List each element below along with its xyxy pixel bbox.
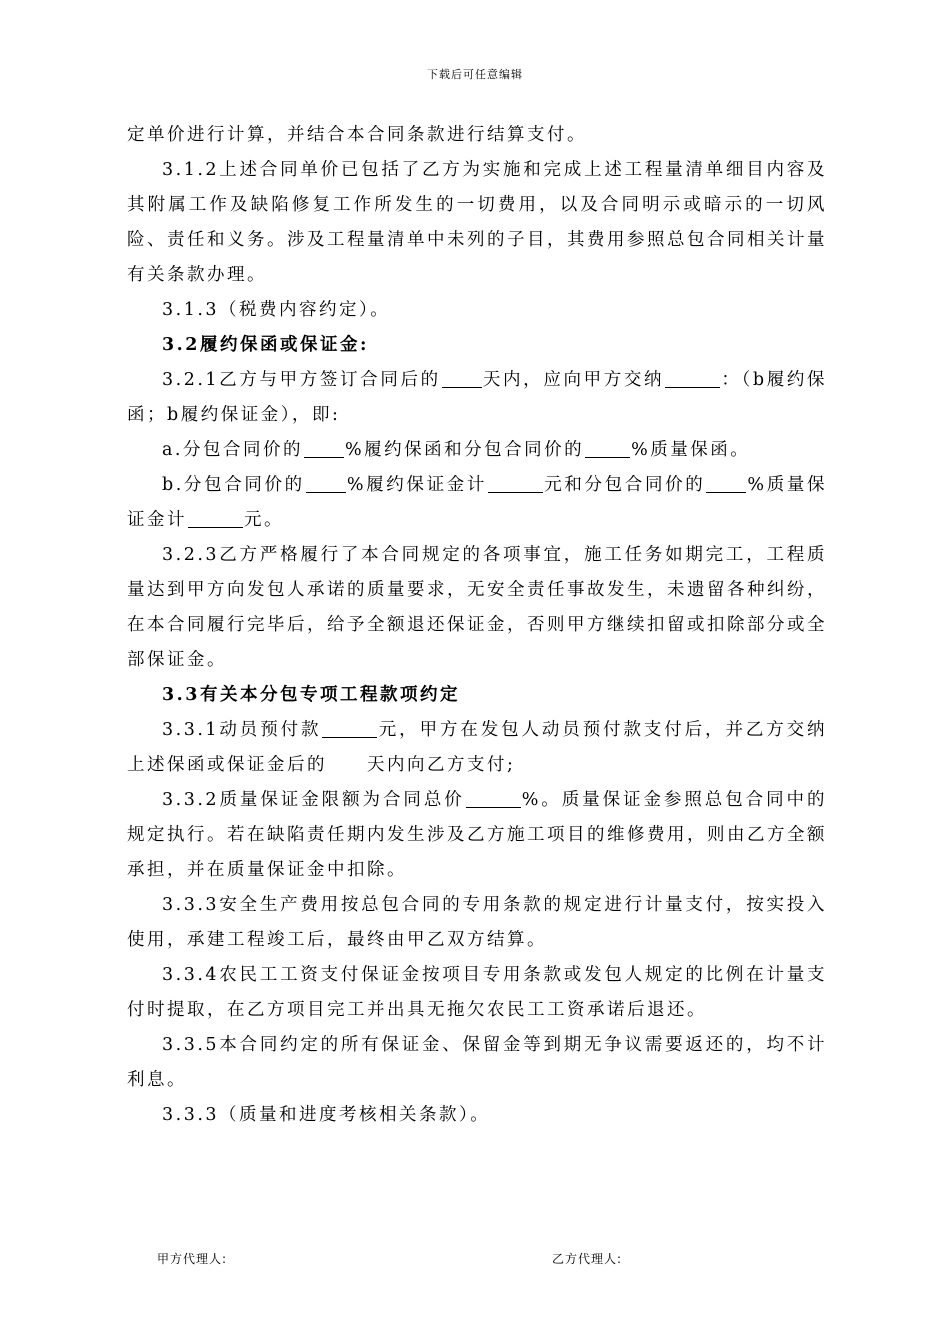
clause-text: a.分包合同价的	[162, 440, 303, 460]
blank-field	[304, 437, 344, 458]
clause-text: %履约保证金计	[346, 475, 488, 495]
blank-field	[585, 437, 630, 458]
party-b-agent-label: 乙方代理人:	[552, 1252, 623, 1266]
clause-3-3-2	[127, 783, 827, 888]
blank-field	[706, 472, 746, 493]
clause-text: 天内，应向甲方交纳	[482, 370, 665, 390]
clause-text: %质量保函。	[631, 440, 751, 460]
clause-text: 元和分包合同价的	[544, 475, 706, 495]
clause-3-2-3: 3.2.3乙方严格履行了本合同规定的各项事宜，施工任务如期完工，工程质量达到甲方向发包人承诺的质量要求，无安全责任事故发生，未遗留各种纠纷，在本合同履行完毕后，给予全额退还保证金，否则甲方继续扣留或扣除部分或全部保证金。	[127, 545, 827, 670]
clause-text: 3.3.1动员预付款	[162, 720, 322, 740]
clause-text: %履约保函和分包合同价的	[345, 440, 585, 460]
clause-3-3-1	[127, 713, 827, 783]
clause-3-2-1	[127, 363, 827, 433]
clause-3-1-3: 3.1.3（税费内容约定）。	[162, 300, 391, 320]
blank-field	[442, 367, 482, 388]
blank-field	[188, 507, 243, 528]
clause-option-a	[127, 433, 827, 468]
clause-3-3-3-assessment: 3.3.3（质量和进度考核相关条款）。	[162, 1105, 491, 1125]
clause-3-3-4: 3.3.4农民工工资支付保证金按项目专用条款或发包人规定的比例在计量支付时提取，在乙方项目完工并出具无拖欠农民工工资承诺后退还。	[127, 965, 827, 1020]
blank-field	[466, 787, 521, 808]
paragraph-unit-price: 定单价进行计算，并结合本合同条款进行结算支付。	[127, 125, 587, 145]
blank-field	[488, 472, 543, 493]
clause-3-3-3: 3.3.3安全生产费用按总包合同的专用条款的规定进行计量支付，按实投入使用，承建工程竣工后，最终由甲乙双方结算。	[127, 895, 827, 950]
blank-field	[665, 367, 720, 388]
contract-body	[127, 118, 827, 1133]
clause-text: b.分包合同价的	[162, 475, 305, 495]
clause-text: 3.2.1乙方与甲方签订合同后的	[162, 370, 441, 390]
blank-field	[322, 717, 377, 738]
blank-field	[306, 472, 346, 493]
clause-3-1-2: 3.1.2上述合同单价已包括了乙方为实施和完成上述工程量清单细目内容及其附属工作及缺陷修复工作所发生的一切费用，以及合同明示或暗示的一切风险、责任和义务。涉及工程量清单中未列的子目，其费用参照总包合同相关计量有关条款办理。	[127, 160, 827, 285]
section-heading-3-2: 3.2履约保函或保证金:	[162, 335, 369, 355]
clause-3-3-5: 3.3.5本合同约定的所有保证金、保留金等到期无争议需要返还的，均不计利息。	[127, 1035, 827, 1090]
clause-text: 元。	[244, 510, 284, 530]
party-a-agent-label: 甲方代理人:	[157, 1252, 228, 1266]
clause-text: 3.3.2质量保证金限额为合同总价	[162, 790, 465, 810]
clause-text: 天内向乙方支付;	[367, 755, 516, 775]
clause-text: %质量保证金计	[127, 475, 828, 530]
clause-text: 元，甲方在发包人动员预付款支付后，并乙方交纳上述保函或保证金后的	[127, 720, 828, 775]
section-heading-3-3: 3.3有关本分包专项工程款项约定	[162, 685, 460, 705]
clause-text: ：（b履约保函；b履约保证金），即:	[127, 370, 828, 425]
clause-option-b	[127, 468, 827, 538]
page-header: 下载后可任意编辑	[427, 68, 523, 81]
clause-text: %。质量保证金参照总包合同中的规定执行。若在缺陷责任期内发生涉及乙方施工项目的维修费用，则由乙方全额承担，并在质量保证金中扣除。	[127, 790, 827, 880]
